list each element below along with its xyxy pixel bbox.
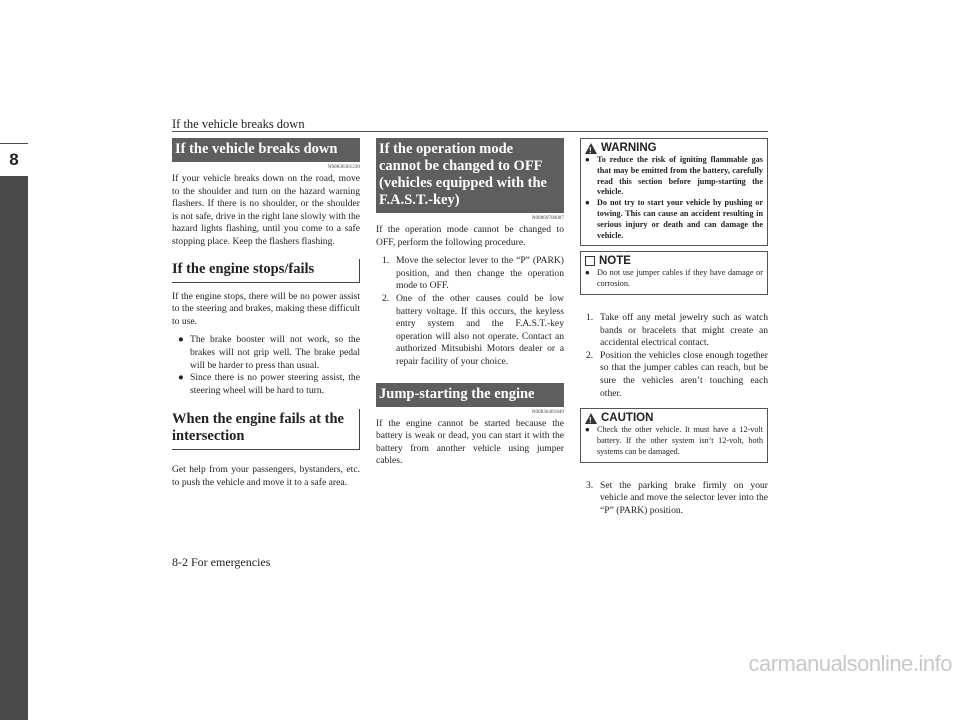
bullet-icon: ● bbox=[585, 425, 590, 435]
section-code: N00836401840 bbox=[531, 408, 564, 415]
chapter-tab bbox=[0, 143, 28, 720]
bullet-item: ● Since there is no power steering assist, the steering wheel will be hard to turn. bbox=[178, 372, 360, 396]
caution-title: ! CAUTION bbox=[585, 411, 763, 425]
bullet-icon: ● bbox=[178, 372, 184, 384]
page-header-title: If the vehicle breaks down bbox=[172, 117, 305, 131]
page-footer: 8-2 For emergencies bbox=[172, 555, 271, 569]
header-rule bbox=[172, 131, 768, 132]
paragraph: If the engine cannot be started because the battery is weak or dead, you can start it with the battery from another vehicle using jumper cables. bbox=[376, 417, 564, 467]
note-icon bbox=[585, 256, 595, 266]
step-item: 2. Position the vehicles close enough together so that the jumper cables can reach, but be sure the vehicles aren’t touching each other. bbox=[586, 349, 768, 399]
section-code: N00860700087 bbox=[531, 215, 564, 221]
bullet-item: ● The brake booster will not work, so the brakes will not grip well. The brake pedal will be harder to press than usual. bbox=[178, 334, 360, 371]
section-code: N00836301230 bbox=[327, 164, 360, 170]
paragraph: If the engine stops, there will be no power assist to the steering and brakes, making these difficult to use. bbox=[172, 290, 360, 327]
step-item: 1. Move the selector lever to the “P” (PARK) position, and then change the operation mode to OFF. bbox=[382, 255, 564, 292]
bullet-item: ● Check the other vehicle. It must have a 12-volt battery. If the other system isn’t 12-volt, both systems can be damaged. bbox=[585, 425, 763, 456]
section-heading: If the operation mode cannot be changed to OFF (vehicles equipped with the F.A.S.T.-key) bbox=[376, 138, 564, 213]
subsection-heading: If the engine stops/fails bbox=[172, 259, 360, 283]
bullet-item: ● Do not try to start your vehicle by pushing or towing. This can cause an accident resulting in serious injury or death and can damage the vehicle. bbox=[585, 198, 763, 240]
column-1 bbox=[172, 138, 360, 496]
chapter-number: 8 bbox=[0, 143, 28, 177]
step-item: 1. Take off any metal jewelry such as watch bands or bracelets that might create an accidental electrical contact. bbox=[586, 311, 768, 349]
note-box bbox=[580, 251, 768, 295]
caution-icon bbox=[585, 413, 597, 424]
column-2 bbox=[376, 138, 564, 474]
column-3 bbox=[580, 138, 768, 517]
step-item: 2. One of the other causes could be low battery voltage. If this occurs, the keyless entry system and the F.A.S.T.-key operation will also not operate. Contact an authorized Mitsubishi Motors dealer or a repair facility of your choice. bbox=[382, 292, 564, 367]
paragraph: If the operation mode cannot be changed to OFF, perform the following procedure. bbox=[376, 224, 564, 248]
paragraph: If your vehicle breaks down on the road, move to the shoulder and turn on the hazard warning flashers. If there is no shoulder, or the shoulder is not safe, drive in the right lane slowly with the hazard lights flashing, until you come to a safe stopping place. Keep the flashers flashing. bbox=[172, 173, 360, 247]
watermark: carmanualsonline.info bbox=[748, 651, 952, 676]
subsection-heading: When the engine fails at the intersection bbox=[172, 409, 360, 450]
bullet-icon: ● bbox=[585, 268, 590, 278]
bullet-item: ● To reduce the risk of igniting flammable gas that may be emitted from the battery, carefully read this section before jump-starting the vehicle. bbox=[585, 155, 763, 197]
bullet-icon: ● bbox=[178, 334, 184, 346]
caution-box bbox=[580, 408, 768, 462]
section-heading: Jump-starting the engine bbox=[376, 383, 564, 407]
bullet-icon: ● bbox=[585, 198, 590, 208]
warning-box bbox=[580, 138, 768, 246]
step-item: 3. Set the parking brake firmly on your vehicle and move the selector lever into the “P” (PARK) position. bbox=[586, 479, 768, 516]
paragraph: Get help from your passengers, bystanders, etc. to push the vehicle and move it to a safe area. bbox=[172, 464, 360, 488]
section-heading: If the vehicle breaks down bbox=[172, 138, 360, 162]
bullet-item: ● Do not use jumper cables if they have damage or corrosion. bbox=[585, 268, 763, 289]
note-title: NOTE bbox=[585, 254, 763, 268]
warning-title: ! WARNING bbox=[585, 141, 763, 155]
bullet-icon: ● bbox=[585, 155, 590, 164]
warning-icon bbox=[585, 143, 597, 154]
